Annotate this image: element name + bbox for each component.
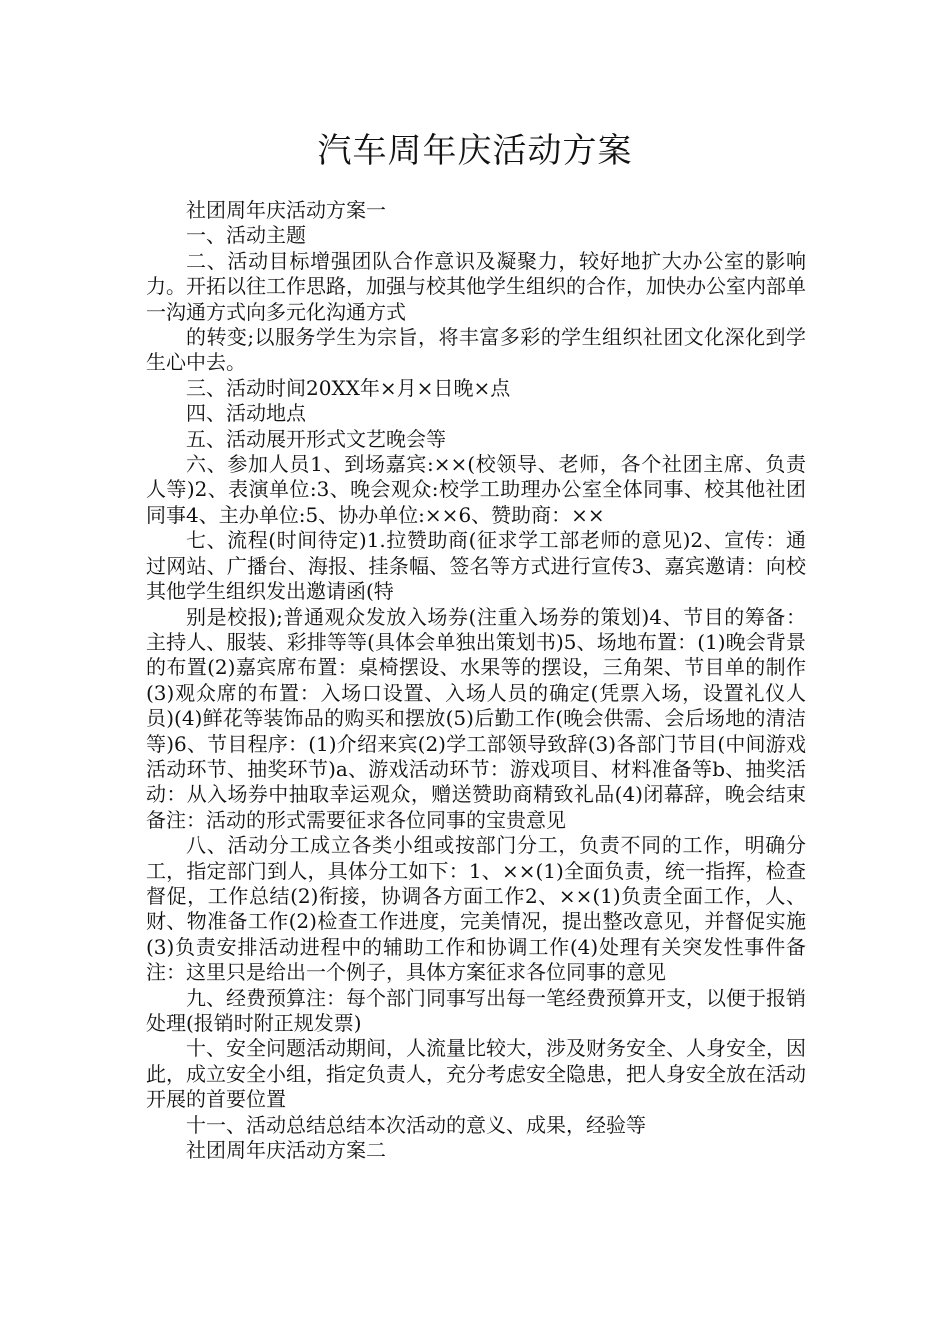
paragraph-plan-one-heading: 社团周年庆活动方案一 bbox=[186, 198, 386, 222]
paragraph-budget: 九、经费预算注：每个部门同事写出每一笔经费预算开支，以便于报销处理(报销时附正规发票) bbox=[146, 985, 806, 1035]
paragraph-activity-time: 三、活动时间20XX年×月×日晚×点 bbox=[186, 375, 511, 400]
paragraph-safety: 十、安全问题活动期间，人流量比较大，涉及财务安全、人身安全，因此，成立安全小组，指定负责人，充分考虑安全隐患，把人身安全放在活动开展的首要位置 bbox=[146, 1036, 806, 1112]
paragraph-procedure: 七、流程(时间待定)1.拉赞助商(征求学工部老师的意见)2、宣传：通过网站、广播台、海报、挂条幅、签名等方式进行宣传3、嘉宾邀请：向校其他学生组织发出邀请函(特 bbox=[146, 528, 806, 604]
document-title: 汽车周年庆活动方案 bbox=[317, 131, 633, 171]
document-body bbox=[146, 198, 806, 1163]
paragraph-activity-goal: 二、活动目标增强团队合作意识及凝聚力，较好地扩大办公室的影响力。开拓以往工作思路，加强与校其他学生组织的合作，加快办公室内部单一沟通方式向多元化沟通方式 bbox=[146, 248, 806, 324]
paragraph-division-of-labor: 八、活动分工成立各类小组或按部门分工，负责不同的工作，明确分工，指定部门到人，具体分工如下：1、××(1)全面负责，统一指挥，检查督促，工作总结(2)衔接，协调各方面工作2、××(1)负责全面工作，人、财、物准备工作(2)检查工作进度，完美情况，提出整改意见，并督促实施(3)负责安排活动进程中的辅助工作和协调工作(4)处理有关突发性事件备注：这里只是给出一个例子，具体方案征求各位同事的意见 bbox=[146, 833, 806, 985]
paragraph-procedure-continued: 别是校报);普通观众发放入场券(注重入场券的策划)4、节目的筹备：主持人、服装、彩排等等(具体会单独出策划书)5、场地布置：(1)晚会背景的布置(2)嘉宾席布置：桌椅摆设、水果等的摆设，三角架、节目单的制作(3)观众席的布置：入场口设置、入场人员的确定(凭票入场，设置礼仪人员)(4)鲜花等装饰品的购买和摆放(5)后勤工作(晚会供需、会后场地的清洁等)6、节目程序：(1)介绍来宾(2)学工部领导致辞(3)各部门节目(中间游戏活动环节、抽奖环节)a、游戏活动环节：游戏项目、材料准备等b、抽奖活动：从入场券中抽取幸运观众，赠送赞助商精致礼品(4)闭幕辞，晚会结束备注：活动的形式需要征求各位同事的宝贵意见 bbox=[146, 604, 806, 832]
paragraph-participants: 六、参加人员1、到场嘉宾:××(校领导、老师，各个社团主席、负责人等)2、表演单位:3、晚会观众:校学工助理办公室全体同事、校其他社团同事4、主办单位:5、协办单位:××6、赞助商：×× bbox=[146, 452, 806, 527]
paragraph-activity-theme: 一、活动主题 bbox=[186, 223, 306, 248]
paragraph-activity-goal-continued: 的转变;以服务学生为宗旨，将丰富多彩的学生组织社团文化深化到学生心中去。 bbox=[146, 325, 806, 375]
paragraph-activity-location: 四、活动地点 bbox=[186, 401, 306, 426]
paragraph-plan-two-heading: 社团周年庆活动方案二 bbox=[186, 1138, 386, 1163]
paragraph-activity-format: 五、活动展开形式文艺晚会等 bbox=[186, 426, 446, 451]
paragraph-summary: 十一、活动总结总结本次活动的意义、成果，经验等 bbox=[186, 1112, 646, 1137]
